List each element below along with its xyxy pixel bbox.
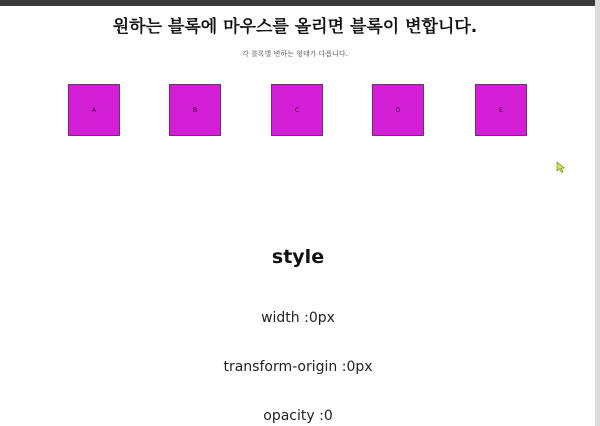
block-a[interactable]: A <box>68 84 120 136</box>
block-d[interactable]: D <box>372 84 424 136</box>
page-heading: 원하는 블록에 마우스를 올리면 블록이 변합니다. <box>112 17 478 37</box>
block-c[interactable]: C <box>271 84 323 136</box>
block-e[interactable]: E <box>475 84 527 136</box>
page-subheading: 각 블록별 변하는 형태가 다릅니다. <box>242 50 348 58</box>
window-top-edge <box>0 0 600 6</box>
block-b[interactable]: B <box>169 84 221 136</box>
style-opacity: opacity :0 <box>263 408 333 424</box>
mouse-pointer-icon <box>556 161 566 173</box>
style-transform-origin: transform-origin :0px <box>223 359 373 375</box>
style-title: style <box>271 246 325 268</box>
style-width: width :0px <box>261 310 335 326</box>
